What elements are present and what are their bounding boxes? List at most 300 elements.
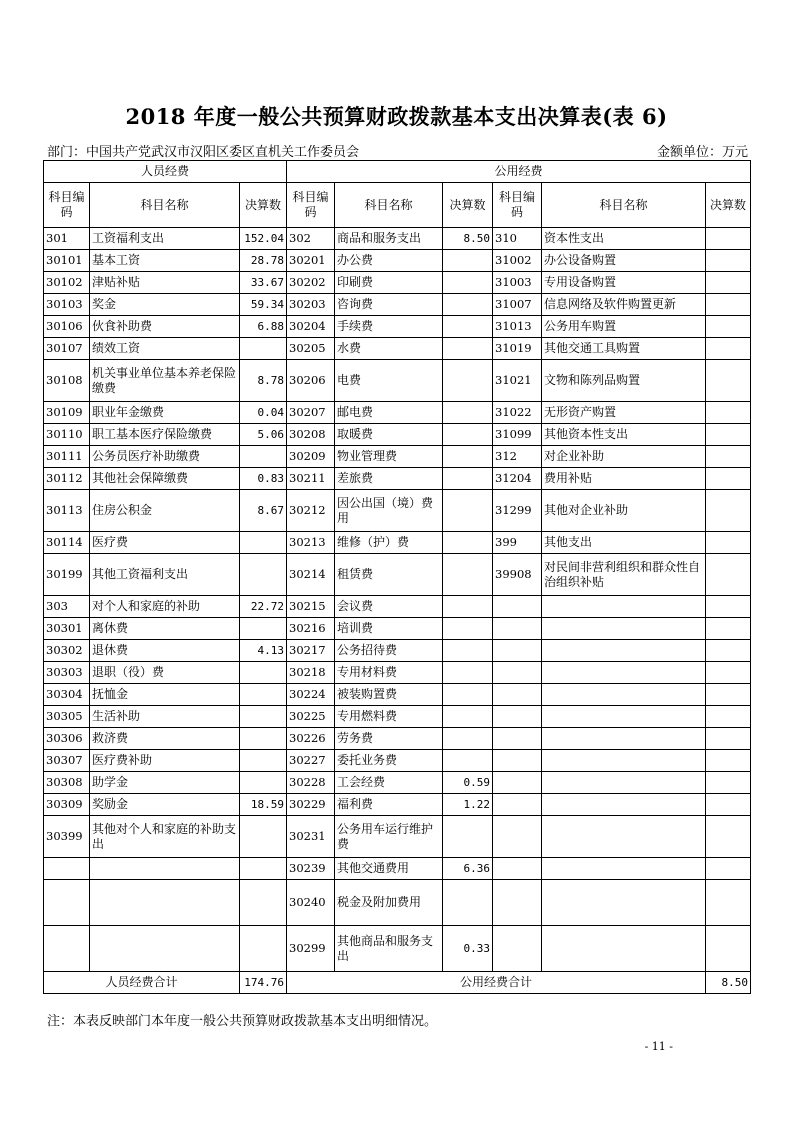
cell-code: 30211 <box>287 468 335 490</box>
cell-code <box>493 880 542 926</box>
cell-amount <box>240 926 287 972</box>
cell-name <box>542 596 706 618</box>
cell-name <box>542 750 706 772</box>
col-header-code: 科目编码 <box>44 183 90 228</box>
cell-code <box>493 728 542 750</box>
cell-code: 302 <box>287 228 335 250</box>
cell-name: 邮电费 <box>335 402 443 424</box>
table-row <box>44 228 751 250</box>
cell-amount <box>706 424 751 446</box>
cell-amount <box>240 706 287 728</box>
col-header-name: 科目名称 <box>335 183 443 228</box>
cell-name: 医疗费补助 <box>90 750 240 772</box>
cell-name: 工资福利支出 <box>90 228 240 250</box>
cell-code: 30201 <box>287 250 335 272</box>
cell-code <box>493 772 542 794</box>
cell-code <box>44 880 90 926</box>
cell-name: 退职（役）费 <box>90 662 240 684</box>
cell-code: 31021 <box>493 360 542 402</box>
cell-code <box>493 596 542 618</box>
cell-amount <box>240 532 287 554</box>
cell-code: 30224 <box>287 684 335 706</box>
cell-amount: 152.04 <box>240 228 287 250</box>
cell-amount <box>240 728 287 750</box>
cell-amount <box>706 662 751 684</box>
cell-code: 30113 <box>44 490 90 532</box>
cell-name <box>542 684 706 706</box>
cell-name: 取暖费 <box>335 424 443 446</box>
cell-amount: 8.67 <box>240 490 287 532</box>
cell-code: 30106 <box>44 316 90 338</box>
cell-code: 30208 <box>287 424 335 446</box>
cell-name: 机关事业单位基本养老保险缴费 <box>90 360 240 402</box>
table-row <box>44 490 751 532</box>
cell-code: 30229 <box>287 794 335 816</box>
cell-code <box>493 706 542 728</box>
cell-amount <box>443 402 493 424</box>
cell-amount <box>240 750 287 772</box>
cell-name: 奖励金 <box>90 794 240 816</box>
cell-name: 培训费 <box>335 618 443 640</box>
cell-name: 职业年金缴费 <box>90 402 240 424</box>
cell-amount <box>240 684 287 706</box>
cell-name: 专用设备购置 <box>542 272 706 294</box>
cell-name: 医疗费 <box>90 532 240 554</box>
col-header-amount: 决算数 <box>240 183 287 228</box>
cell-code: 30214 <box>287 554 335 596</box>
table-row <box>44 424 751 446</box>
cell-amount: 8.78 <box>240 360 287 402</box>
table-row <box>44 858 751 880</box>
cell-amount <box>706 338 751 360</box>
col-header-amount: 决算数 <box>706 183 751 228</box>
cell-name: 退休费 <box>90 640 240 662</box>
cell-code: 31299 <box>493 490 542 532</box>
cell-name: 基本工资 <box>90 250 240 272</box>
cell-code: 399 <box>493 532 542 554</box>
personnel-group-header: 人员经费 <box>44 161 287 183</box>
cell-amount <box>706 706 751 728</box>
col-header-amount: 决算数 <box>443 183 493 228</box>
cell-amount: 5.06 <box>240 424 287 446</box>
table-row <box>44 880 751 926</box>
cell-name: 印刷费 <box>335 272 443 294</box>
page-number: - 11 - <box>644 1040 673 1053</box>
cell-code <box>493 750 542 772</box>
cell-name: 办公费 <box>335 250 443 272</box>
cell-amount <box>706 250 751 272</box>
cell-name: 其他支出 <box>542 532 706 554</box>
cell-name: 资本性支出 <box>542 228 706 250</box>
cell-name: 专用材料费 <box>335 662 443 684</box>
cell-amount <box>706 880 751 926</box>
cell-amount <box>706 640 751 662</box>
table-row <box>44 816 751 858</box>
cell-name: 其他社会保障缴费 <box>90 468 240 490</box>
cell-amount <box>706 772 751 794</box>
cell-amount <box>443 554 493 596</box>
cell-name: 其他商品和服务支出 <box>335 926 443 972</box>
cell-name: 离休费 <box>90 618 240 640</box>
cell-code: 30305 <box>44 706 90 728</box>
cell-name <box>542 794 706 816</box>
cell-amount <box>443 706 493 728</box>
cell-code: 31019 <box>493 338 542 360</box>
cell-code <box>493 662 542 684</box>
cell-code: 30109 <box>44 402 90 424</box>
cell-amount <box>443 750 493 772</box>
cell-amount <box>443 468 493 490</box>
cell-code <box>493 816 542 858</box>
cell-name <box>542 706 706 728</box>
cell-name: 公务用车购置 <box>542 316 706 338</box>
cell-amount <box>443 532 493 554</box>
cell-code <box>44 926 90 972</box>
cell-name: 福利费 <box>335 794 443 816</box>
cell-amount <box>240 772 287 794</box>
cell-name: 伙食补助费 <box>90 316 240 338</box>
cell-name: 救济费 <box>90 728 240 750</box>
cell-amount: 18.59 <box>240 794 287 816</box>
col-header-code: 科目编码 <box>493 183 542 228</box>
cell-name: 抚恤金 <box>90 684 240 706</box>
cell-name: 助学金 <box>90 772 240 794</box>
cell-amount <box>443 618 493 640</box>
cell-name: 咨询费 <box>335 294 443 316</box>
cell-name: 其他资本性支出 <box>542 424 706 446</box>
cell-code: 30101 <box>44 250 90 272</box>
table-row <box>44 250 751 272</box>
group-header-row <box>44 161 751 183</box>
cell-code: 30102 <box>44 272 90 294</box>
table-row <box>44 402 751 424</box>
cell-code: 30209 <box>287 446 335 468</box>
cell-name: 税金及附加费用 <box>335 880 443 926</box>
cell-code: 30306 <box>44 728 90 750</box>
cell-amount: 0.83 <box>240 468 287 490</box>
cell-name <box>542 880 706 926</box>
cell-amount <box>706 684 751 706</box>
cell-amount <box>443 338 493 360</box>
cell-code: 310 <box>493 228 542 250</box>
cell-code: 30213 <box>287 532 335 554</box>
cell-code: 30226 <box>287 728 335 750</box>
table-row <box>44 360 751 402</box>
cell-amount: 59.34 <box>240 294 287 316</box>
footnote: 注：本表反映部门本年度一般公共预算财政拨款基本支出明细情况。 <box>47 1014 438 1029</box>
cell-amount: 6.88 <box>240 316 287 338</box>
cell-name: 住房公积金 <box>90 490 240 532</box>
cell-amount <box>240 338 287 360</box>
table-row <box>44 750 751 772</box>
cell-code: 30216 <box>287 618 335 640</box>
cell-name: 生活补助 <box>90 706 240 728</box>
cell-amount <box>706 728 751 750</box>
cell-amount <box>443 816 493 858</box>
cell-code: 31099 <box>493 424 542 446</box>
cell-code <box>493 618 542 640</box>
cell-amount <box>443 640 493 662</box>
cell-code: 30103 <box>44 294 90 316</box>
cell-amount <box>706 228 751 250</box>
cell-code: 31002 <box>493 250 542 272</box>
cell-amount <box>443 360 493 402</box>
cell-amount <box>240 858 287 880</box>
cell-name: 奖金 <box>90 294 240 316</box>
cell-name: 其他交通工具购置 <box>542 338 706 360</box>
cell-code: 30303 <box>44 662 90 684</box>
public-group-header: 公用经费 <box>287 161 751 183</box>
cell-amount <box>443 596 493 618</box>
cell-name: 手续费 <box>335 316 443 338</box>
cell-name <box>542 618 706 640</box>
cell-code <box>44 858 90 880</box>
cell-amount <box>706 926 751 972</box>
cell-code: 30206 <box>287 360 335 402</box>
totals-row <box>44 972 751 994</box>
cell-amount: 4.13 <box>240 640 287 662</box>
cell-amount: 8.50 <box>443 228 493 250</box>
cell-code: 31007 <box>493 294 542 316</box>
cell-code: 30204 <box>287 316 335 338</box>
cell-name <box>542 728 706 750</box>
cell-amount <box>240 880 287 926</box>
cell-name: 劳务费 <box>335 728 443 750</box>
cell-name: 其他对企业补助 <box>542 490 706 532</box>
cell-code: 30218 <box>287 662 335 684</box>
cell-code: 31022 <box>493 402 542 424</box>
cell-name: 其他工资福利支出 <box>90 554 240 596</box>
cell-name: 专用燃料费 <box>335 706 443 728</box>
cell-name: 电费 <box>335 360 443 402</box>
cell-name <box>542 816 706 858</box>
cell-name: 维修（护）费 <box>335 532 443 554</box>
cell-code: 30110 <box>44 424 90 446</box>
cell-amount <box>706 402 751 424</box>
cell-amount <box>706 596 751 618</box>
table-row <box>44 338 751 360</box>
cell-code <box>493 858 542 880</box>
cell-amount <box>240 816 287 858</box>
cell-code: 30217 <box>287 640 335 662</box>
table-row <box>44 706 751 728</box>
col-header-code: 科目编码 <box>287 183 335 228</box>
col-header-name: 科目名称 <box>90 183 240 228</box>
cell-name <box>542 662 706 684</box>
cell-amount <box>706 446 751 468</box>
cell-name <box>542 858 706 880</box>
cell-code: 30304 <box>44 684 90 706</box>
cell-amount <box>706 750 751 772</box>
cell-name: 费用补贴 <box>542 468 706 490</box>
cell-amount: 33.67 <box>240 272 287 294</box>
cell-code: 30308 <box>44 772 90 794</box>
cell-code: 30205 <box>287 338 335 360</box>
public-total-label: 公用经费合计 <box>287 972 706 994</box>
department-label: 部门：中国共产党武汉市汉阳区委区直机关工作委员会 <box>47 145 360 160</box>
cell-amount <box>706 360 751 402</box>
cell-code: 30231 <box>287 816 335 858</box>
cell-amount: 1.22 <box>443 794 493 816</box>
table-row <box>44 554 751 596</box>
cell-code: 31204 <box>493 468 542 490</box>
cell-code: 39908 <box>493 554 542 596</box>
cell-code: 30112 <box>44 468 90 490</box>
page-title: 2018 年度一般公共预算财政拨款基本支出决算表(表 6) <box>125 104 668 129</box>
table-row <box>44 794 751 816</box>
cell-amount <box>240 554 287 596</box>
table-row <box>44 532 751 554</box>
cell-amount <box>706 554 751 596</box>
cell-name: 工会经费 <box>335 772 443 794</box>
cell-name: 商品和服务支出 <box>335 228 443 250</box>
cell-amount <box>443 294 493 316</box>
cell-amount <box>443 446 493 468</box>
cell-amount <box>443 880 493 926</box>
cell-name: 被装购置费 <box>335 684 443 706</box>
table-row <box>44 316 751 338</box>
cell-code: 30301 <box>44 618 90 640</box>
cell-name: 会议费 <box>335 596 443 618</box>
cell-amount <box>443 662 493 684</box>
cell-amount <box>706 816 751 858</box>
cell-amount: 0.04 <box>240 402 287 424</box>
cell-amount: 0.59 <box>443 772 493 794</box>
cell-code: 31013 <box>493 316 542 338</box>
cell-amount <box>706 490 751 532</box>
cell-amount <box>706 272 751 294</box>
cell-code: 30207 <box>287 402 335 424</box>
cell-name <box>90 858 240 880</box>
table-row <box>44 926 751 972</box>
cell-amount <box>443 424 493 446</box>
cell-code: 303 <box>44 596 90 618</box>
cell-code: 30114 <box>44 532 90 554</box>
cell-name: 对企业补助 <box>542 446 706 468</box>
cell-name: 委托业务费 <box>335 750 443 772</box>
cell-name: 公务员医疗补助缴费 <box>90 446 240 468</box>
cell-name: 水费 <box>335 338 443 360</box>
cell-amount <box>443 316 493 338</box>
cell-name: 无形资产购置 <box>542 402 706 424</box>
cell-name: 对个人和家庭的补助 <box>90 596 240 618</box>
cell-code: 30399 <box>44 816 90 858</box>
cell-code <box>493 684 542 706</box>
cell-amount <box>706 294 751 316</box>
cell-code: 30107 <box>44 338 90 360</box>
cell-code: 30212 <box>287 490 335 532</box>
cell-amount <box>443 684 493 706</box>
cell-name <box>90 880 240 926</box>
col-header-name: 科目名称 <box>542 183 706 228</box>
cell-amount <box>443 728 493 750</box>
cell-amount <box>443 272 493 294</box>
cell-amount: 0.33 <box>443 926 493 972</box>
cell-code: 30307 <box>44 750 90 772</box>
cell-name: 绩效工资 <box>90 338 240 360</box>
cell-name <box>542 772 706 794</box>
cell-name: 办公设备购置 <box>542 250 706 272</box>
expenditure-table <box>43 160 751 994</box>
cell-amount <box>706 618 751 640</box>
amount-unit-label: 金额单位：万元 <box>656 145 748 160</box>
cell-code: 30302 <box>44 640 90 662</box>
cell-amount <box>706 532 751 554</box>
cell-amount: 28.78 <box>240 250 287 272</box>
table-row <box>44 618 751 640</box>
cell-code <box>493 794 542 816</box>
table-row <box>44 596 751 618</box>
cell-amount <box>706 858 751 880</box>
cell-name: 职工基本医疗保险缴费 <box>90 424 240 446</box>
table-row <box>44 640 751 662</box>
cell-code: 31003 <box>493 272 542 294</box>
cell-code <box>493 640 542 662</box>
cell-code: 30199 <box>44 554 90 596</box>
cell-code: 30215 <box>287 596 335 618</box>
cell-code <box>493 926 542 972</box>
personnel-total-amount: 174.76 <box>240 972 287 994</box>
cell-name: 公务用车运行维护费 <box>335 816 443 858</box>
cell-code: 30108 <box>44 360 90 402</box>
table-row <box>44 772 751 794</box>
cell-code: 301 <box>44 228 90 250</box>
table-row <box>44 662 751 684</box>
cell-code: 30111 <box>44 446 90 468</box>
cell-name: 租赁费 <box>335 554 443 596</box>
cell-amount: 22.72 <box>240 596 287 618</box>
cell-amount <box>706 794 751 816</box>
cell-name: 公务招待费 <box>335 640 443 662</box>
cell-name: 对民间非营利组织和群众性自治组织补贴 <box>542 554 706 596</box>
cell-amount <box>240 662 287 684</box>
cell-name: 津贴补贴 <box>90 272 240 294</box>
cell-code: 30239 <box>287 858 335 880</box>
cell-code: 312 <box>493 446 542 468</box>
table-row <box>44 728 751 750</box>
table-row <box>44 294 751 316</box>
table-row <box>44 684 751 706</box>
cell-amount <box>443 490 493 532</box>
cell-name <box>542 640 706 662</box>
cell-name: 因公出国（境）费用 <box>335 490 443 532</box>
cell-name: 差旅费 <box>335 468 443 490</box>
cell-name <box>90 926 240 972</box>
cell-code: 30309 <box>44 794 90 816</box>
cell-name: 其他对个人和家庭的补助支出 <box>90 816 240 858</box>
cell-name: 其他交通费用 <box>335 858 443 880</box>
cell-amount: 6.36 <box>443 858 493 880</box>
cell-name: 物业管理费 <box>335 446 443 468</box>
cell-code: 30299 <box>287 926 335 972</box>
cell-code: 30240 <box>287 880 335 926</box>
cell-code: 30227 <box>287 750 335 772</box>
cell-name <box>542 926 706 972</box>
column-header-row <box>44 183 751 228</box>
cell-code: 30225 <box>287 706 335 728</box>
table-row <box>44 446 751 468</box>
cell-amount <box>706 468 751 490</box>
cell-code: 30203 <box>287 294 335 316</box>
personnel-total-label: 人员经费合计 <box>44 972 240 994</box>
cell-name: 信息网络及软件购置更新 <box>542 294 706 316</box>
public-total-amount: 8.50 <box>706 972 751 994</box>
cell-amount <box>706 316 751 338</box>
cell-name: 文物和陈列品购置 <box>542 360 706 402</box>
table-row <box>44 272 751 294</box>
cell-amount <box>240 446 287 468</box>
cell-amount <box>443 250 493 272</box>
